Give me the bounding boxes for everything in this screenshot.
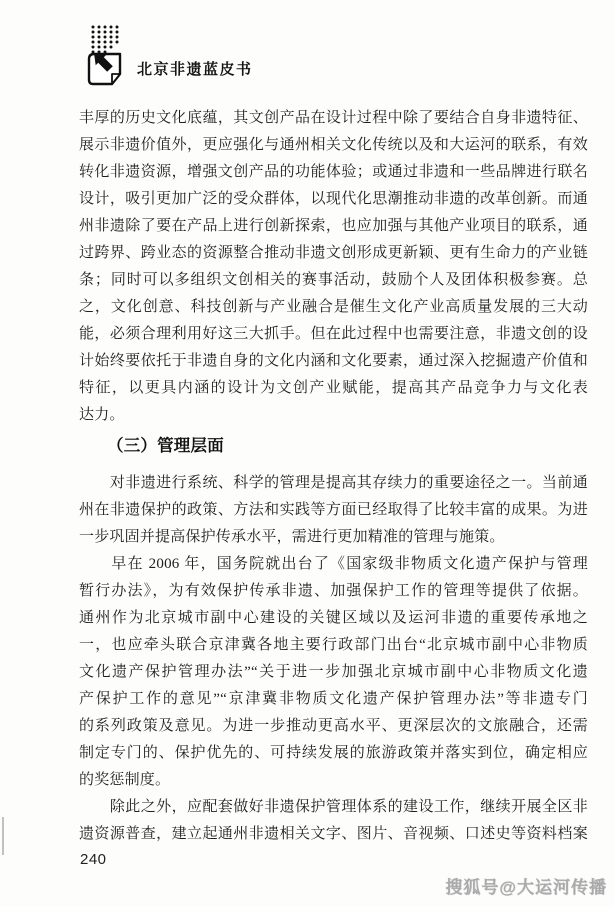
- text-line: 文化遗产保护管理办法”“关于进一步加强北京城市副中心非物质文化遗: [79, 664, 588, 680]
- document-arrow-logo-icon: [79, 24, 125, 86]
- text-line: 达力。: [79, 407, 125, 423]
- page-body: [79, 105, 588, 848]
- page-number: 240: [80, 851, 107, 868]
- text-line: 条；同时可以多组织文创相关的赛事活动，鼓励个人及团体积极参赛。总: [79, 272, 588, 288]
- text-line: 一步巩固并提高保护传承水平，需进行更加精准的管理与施策。: [79, 529, 505, 545]
- text-line: 过跨界、跨业态的资源整合推动非遗文创形成更新颖、更有生命力的产业链: [79, 245, 588, 261]
- scan-edge-artifact: [2, 817, 4, 855]
- text-line: 一，也应牵头联合京津冀各地主要行政部门出台“北京城市副中心非物质: [79, 637, 588, 653]
- text-line: 除此之外，应配套做好非遗保护管理体系的建设工作，继续开展全区非: [79, 799, 588, 815]
- paragraph: [79, 551, 588, 794]
- text-line: 暂行办法》，为有效保护传承非遗、加强保护工作的管理等提供了依据。: [79, 583, 588, 599]
- text-line: 州非遗除了要在产品上进行创新探索，也应加强与其他产业项目的联系，通: [79, 218, 588, 234]
- text-line: 对非遗进行系统、科学的管理是提高其存续力的重要途径之一。当前通: [79, 475, 588, 491]
- text-line: 的奖惩制度。: [79, 772, 171, 788]
- text-line: 计始终要依托于非遗自身的文化内涵和文化要素，通过深入挖掘遗产价值和: [79, 353, 588, 369]
- text-line: 产保护工作的意见”“京津冀非物质文化遗产保护管理办法”等非遗专门: [79, 691, 588, 707]
- text-line: 转化非遗资源，增强文创产品的功能体验；或通过非遗和一些品牌进行联名: [79, 164, 588, 180]
- text-line: 展示非遗价值外，更应强化与通州相关文化传统以及和大运河的联系，有效: [79, 137, 588, 153]
- text-line: 遗资源普查，建立起通州非遗相关文字、图片、音视频、口述史等资料档案: [79, 826, 588, 842]
- text-line: 通州作为北京城市副中心建设的关键区域以及运河非遗的重要传承地之: [79, 610, 588, 626]
- paragraph: [79, 794, 588, 848]
- paragraph: [79, 470, 588, 551]
- text-line: 能，必须合理利用好这三大抓手。但在此过程中也需要注意，非遗文创的设: [79, 326, 588, 342]
- text-line: 的系列政策及意见。为进一步推动更高水平、更深层次的文旅融合，还需: [79, 718, 588, 734]
- sohu-watermark: 搜狐号@大运河传播: [445, 878, 607, 897]
- text-line: 设计，吸引更加广泛的受众群体，以现代化思潮推动非遗的改革创新。而通: [79, 191, 588, 207]
- text-line: 特征，以更具内涵的设计为文创产业赋能，提高其产品竞争力与文化表: [79, 380, 588, 396]
- text-line: 之，文化创意、科技创新与产业融合是催生文化产业高质量发展的三大动: [79, 299, 588, 315]
- page-header: [79, 24, 253, 86]
- section-heading: （三）管理层面: [107, 437, 224, 455]
- text-line: 州在非遗保护的政策、方法和实践等方面已经取得了比较丰富的成果。为进: [79, 502, 588, 518]
- text-line: 丰厚的历史文化底蕴，其文创产品在设计过程中除了要结合自身非遗特征、: [79, 110, 588, 126]
- text-line: 早在 2006 年，国务院就出台了《国家级非物质文化遗产保护与管理: [79, 556, 588, 572]
- paragraph: [79, 105, 588, 429]
- text-line: 制定专门的、保护优先的、可持续发展的旅游政策并落实到位，确定相应: [79, 745, 588, 761]
- book-series-title: 北京非遗蓝皮书: [137, 61, 253, 78]
